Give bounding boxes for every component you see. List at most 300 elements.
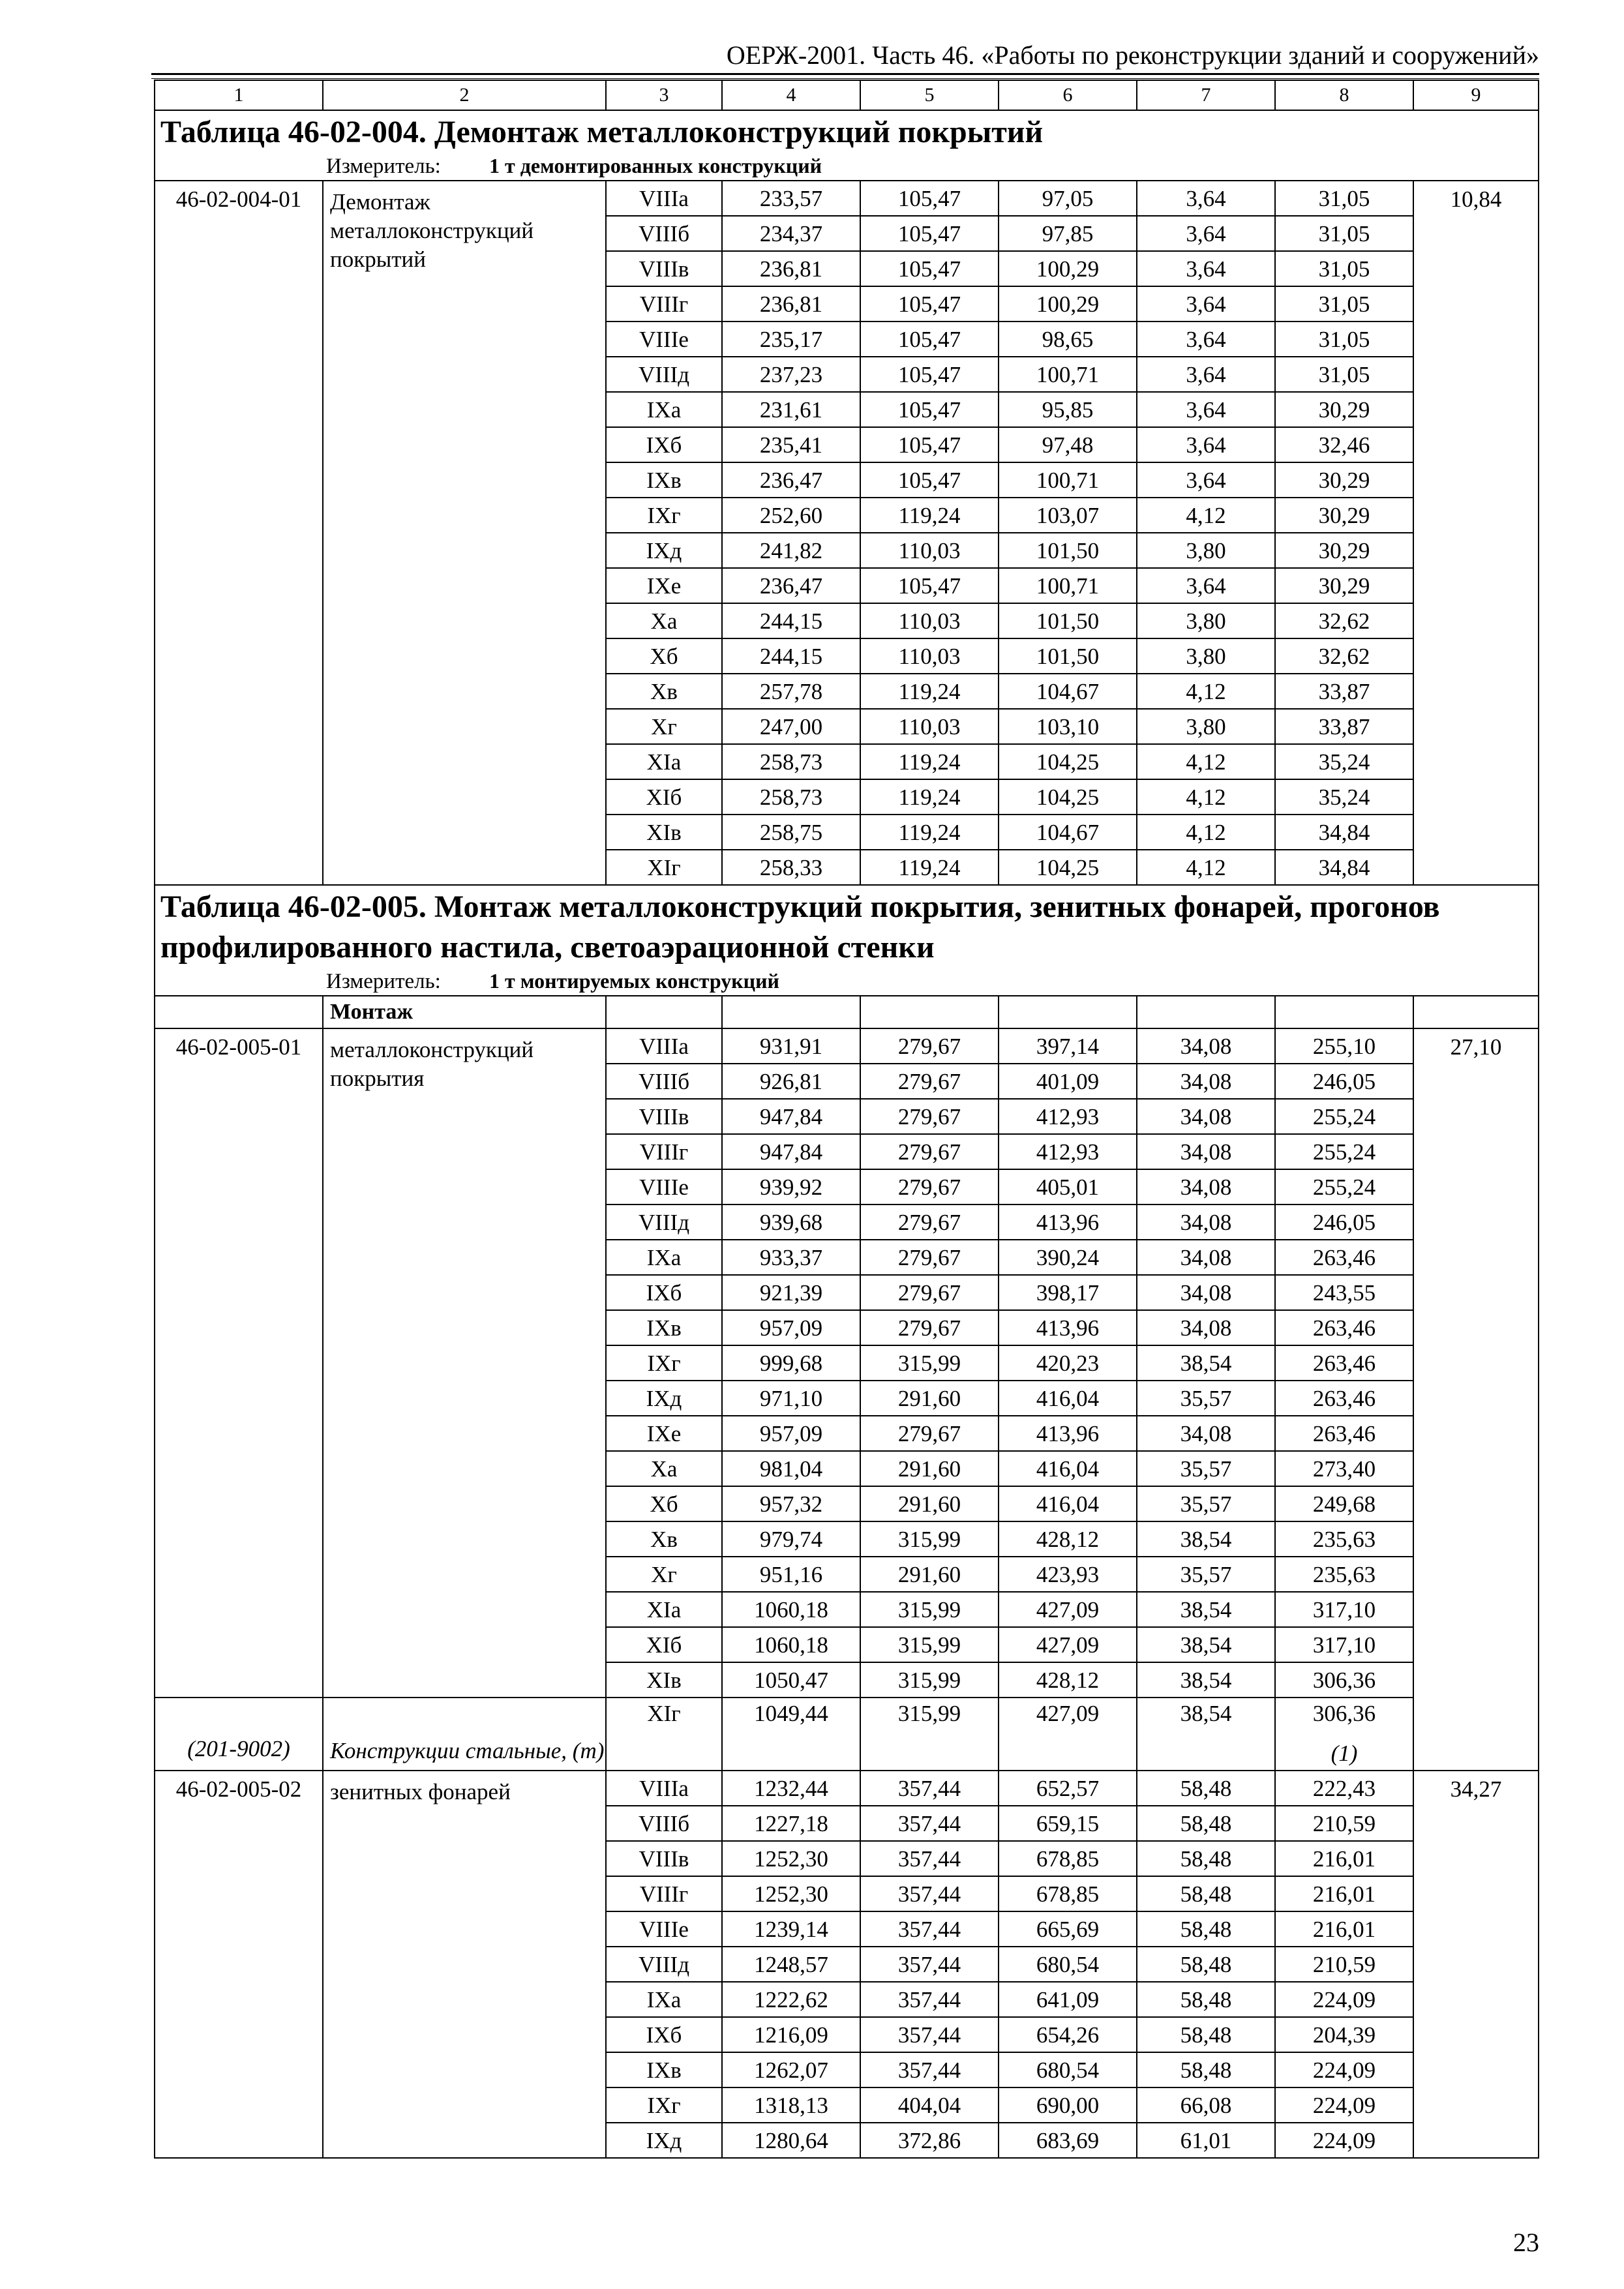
total-cost-cell: 931,91 (722, 1028, 860, 1064)
materials-cell: 235,63 (1275, 1521, 1413, 1557)
zone-cell: Xа (606, 603, 722, 638)
zone-cell: VIIIа (606, 1028, 722, 1064)
total-cost-cell: 933,37 (722, 1240, 860, 1275)
wages-cell: 105,47 (860, 251, 999, 286)
total-cost-cell: 244,15 (722, 638, 860, 674)
total-cost-cell: 244,15 (722, 603, 860, 638)
material-description-text: Конструкции стальные, (т) (330, 1738, 605, 1763)
section-blank (999, 996, 1137, 1028)
drivers-wages-cell: 4,12 (1137, 674, 1275, 709)
wages-cell: 279,67 (860, 1064, 999, 1099)
wages-cell: 279,67 (860, 1240, 999, 1275)
total-cost-cell: 236,47 (722, 462, 860, 498)
machines-cell: 678,85 (999, 1841, 1137, 1876)
zone-cell: IXд (606, 2123, 722, 2158)
machines-cell: 680,54 (999, 1947, 1137, 1982)
total-cost-cell: 1318,13 (722, 2087, 860, 2123)
zone-cell: IXв (606, 462, 722, 498)
machines-cell: 104,67 (999, 674, 1137, 709)
materials-cell: 30,29 (1275, 462, 1413, 498)
rate-description: Демонтаж металлоконструкций покрытий (323, 181, 606, 885)
machines-cell: 654,26 (999, 2017, 1137, 2052)
materials-cell: 273,40 (1275, 1451, 1413, 1486)
machines-cell: 97,48 (999, 427, 1137, 462)
total-cost-cell: 235,17 (722, 322, 860, 357)
machines-cell: 401,09 (999, 1064, 1137, 1099)
total-cost-cell: 234,37 (722, 216, 860, 251)
machines-cell: 390,24 (999, 1240, 1137, 1275)
meter-label: Измеритель: (326, 155, 441, 178)
section-blank (606, 996, 722, 1028)
total-cost-cell: 1248,57 (722, 1947, 860, 1982)
wages-cell: 110,03 (860, 533, 999, 568)
machines-cell: 397,14 (999, 1028, 1137, 1064)
material-code-text: (201-9002) (187, 1736, 290, 1761)
materials-cell: 224,09 (1275, 2087, 1413, 2123)
section-title: Монтаж (323, 996, 606, 1028)
drivers-wages-cell: 34,08 (1137, 1416, 1275, 1451)
column-number: 6 (999, 80, 1137, 110)
wages-cell: 315,99 (860, 1521, 999, 1557)
wages-cell: 119,24 (860, 850, 999, 885)
column-number: 3 (606, 80, 722, 110)
machines-cell: 428,12 (999, 1662, 1137, 1698)
materials-cell: 243,55 (1275, 1275, 1413, 1310)
materials-cell: 31,05 (1275, 357, 1413, 392)
machines-cell: 641,09 (999, 1982, 1137, 2017)
machines-cell: 683,69 (999, 2123, 1137, 2158)
zone-cell: VIIIб (606, 216, 722, 251)
materials-cell: 224,09 (1275, 1982, 1413, 2017)
drivers-wages-cell: 58,48 (1137, 2017, 1275, 2052)
wages-cell: 279,67 (860, 1169, 999, 1204)
wages-cell: 357,44 (860, 1947, 999, 1982)
wages-cell: 357,44 (860, 1982, 999, 2017)
zone-cell: VIIIе (606, 1169, 722, 1204)
drivers-wages-cell: 3,80 (1137, 603, 1275, 638)
materials-cell: 31,05 (1275, 216, 1413, 251)
materials-cell: 31,05 (1275, 322, 1413, 357)
total-cost-cell: 939,68 (722, 1204, 860, 1240)
column-number: 9 (1413, 80, 1539, 110)
wages-cell: 279,67 (860, 1275, 999, 1310)
machines-cell: 678,85 (999, 1876, 1137, 1911)
total-cost-cell: 258,75 (722, 815, 860, 850)
total-cost-cell: 939,92 (722, 1169, 860, 1204)
zone-cell: IXд (606, 1381, 722, 1416)
drivers-wages-cell: 3,64 (1137, 462, 1275, 498)
machines-cell: 427,09 (999, 1627, 1137, 1662)
machines-cell: 100,71 (999, 462, 1137, 498)
wages-cell: 404,04 (860, 2087, 999, 2123)
drivers-wages-cell: 58,48 (1137, 1806, 1275, 1841)
materials-cell: 235,63 (1275, 1557, 1413, 1592)
drivers-wages-cell: 38,54 (1137, 1345, 1275, 1381)
materials-cell: 224,09 (1275, 2123, 1413, 2158)
rate-description: металлоконструкций покрытия (323, 1028, 606, 1698)
zone-cell: Xг (606, 709, 722, 744)
machines-cell: 398,17 (999, 1275, 1137, 1310)
column-number: 2 (323, 80, 606, 110)
drivers-wages-cell: 3,80 (1137, 709, 1275, 744)
materials-cell: 216,01 (1275, 1876, 1413, 1911)
meter-row (155, 153, 1539, 181)
drivers-wages-cell: 35,57 (1137, 1486, 1275, 1521)
drivers-wages-cell: 3,64 (1137, 251, 1275, 286)
labor-cost-cell: 27,10 (1413, 1028, 1539, 1771)
wages-cell: 119,24 (860, 498, 999, 533)
total-cost-cell: 957,32 (722, 1486, 860, 1521)
zone-cell: VIIIе (606, 322, 722, 357)
machines-cell: 405,01 (999, 1169, 1137, 1204)
machines-cell (999, 1698, 1137, 1771)
zone-cell: Xв (606, 674, 722, 709)
drivers-wages-cell: 61,01 (1137, 2123, 1275, 2158)
machines-cell: 413,96 (999, 1416, 1137, 1451)
total-cost-cell: 957,09 (722, 1416, 860, 1451)
drivers-wages-cell: 3,80 (1137, 638, 1275, 674)
zone-cell: VIIIв (606, 251, 722, 286)
rate-row (155, 1771, 1539, 1806)
column-number: 8 (1275, 80, 1413, 110)
material-description (323, 1698, 606, 1771)
total-cost-cell: 252,60 (722, 498, 860, 533)
section-blank (155, 996, 323, 1028)
zone-cell: Xв (606, 1521, 722, 1557)
labor-cost-cell: 10,84 (1413, 181, 1539, 885)
section-row (155, 996, 1539, 1028)
drivers-wages-cell: 4,12 (1137, 498, 1275, 533)
section-blank (1137, 996, 1275, 1028)
rates-table (154, 80, 1539, 2159)
machines-cell: 428,12 (999, 1521, 1137, 1557)
materials-cell-value: 306,36 (1312, 1701, 1376, 1726)
zone-cell: XIа (606, 1592, 722, 1627)
machines-cell: 97,05 (999, 181, 1137, 216)
machines-cell: 104,67 (999, 815, 1137, 850)
zone-cell: XIа (606, 744, 722, 779)
zone-cell: IXв (606, 1310, 722, 1345)
materials-cell: 32,46 (1275, 427, 1413, 462)
meter-label: Измеритель: (326, 970, 441, 993)
total-cost-cell: 1060,18 (722, 1592, 860, 1627)
materials-cell: 224,09 (1275, 2052, 1413, 2087)
rate-code: 46-02-005-01 (155, 1028, 323, 1698)
total-cost-cell: 1050,47 (722, 1662, 860, 1698)
wages-cell: 105,47 (860, 427, 999, 462)
wages-cell: 105,47 (860, 462, 999, 498)
drivers-wages-cell: 3,80 (1137, 533, 1275, 568)
total-cost-cell: 999,68 (722, 1345, 860, 1381)
machines-cell: 103,10 (999, 709, 1137, 744)
total-cost-cell: 257,78 (722, 674, 860, 709)
drivers-wages-cell: 35,57 (1137, 1381, 1275, 1416)
rate-row (155, 181, 1539, 216)
machines-cell: 690,00 (999, 2087, 1137, 2123)
column-number: 1 (155, 80, 323, 110)
zone-cell: Xг (606, 1557, 722, 1592)
total-cost-cell: 1280,64 (722, 2123, 860, 2158)
zone-cell: XIб (606, 1627, 722, 1662)
total-cost-cell (722, 1698, 860, 1771)
zone-cell: VIIIд (606, 357, 722, 392)
materials-cell: 255,24 (1275, 1099, 1413, 1134)
wages-cell: 279,67 (860, 1099, 999, 1134)
drivers-wages-cell: 3,64 (1137, 181, 1275, 216)
zone-cell: IXб (606, 427, 722, 462)
materials-cell: 204,39 (1275, 2017, 1413, 2052)
wages-cell: 315,99 (860, 1345, 999, 1381)
total-cost-cell: 957,09 (722, 1310, 860, 1345)
materials-cell: 34,84 (1275, 815, 1413, 850)
total-cost-cell: 258,73 (722, 744, 860, 779)
wages-cell-value: 315,99 (897, 1701, 961, 1726)
wages-cell: 279,67 (860, 1134, 999, 1169)
wages-cell: 357,44 (860, 1806, 999, 1841)
machines-cell: 659,15 (999, 1806, 1137, 1841)
zone-cell: IXа (606, 1240, 722, 1275)
drivers-wages-cell: 3,64 (1137, 357, 1275, 392)
machines-cell: 413,96 (999, 1204, 1137, 1240)
drivers-wages-cell: 58,48 (1137, 1947, 1275, 1982)
wages-cell: 110,03 (860, 709, 999, 744)
total-cost-cell: 981,04 (722, 1451, 860, 1486)
wages-cell: 279,67 (860, 1028, 999, 1064)
total-cost-cell: 1252,30 (722, 1841, 860, 1876)
materials-cell: 32,62 (1275, 638, 1413, 674)
zone-cell: XIв (606, 1662, 722, 1698)
wages-cell: 357,44 (860, 1841, 999, 1876)
wages-cell: 357,44 (860, 1876, 999, 1911)
drivers-wages-cell: 34,08 (1137, 1310, 1275, 1345)
zone-cell: IXг (606, 1345, 722, 1381)
machines-cell: 100,29 (999, 286, 1137, 322)
drivers-wages-cell: 34,08 (1137, 1028, 1275, 1064)
total-cost-cell: 236,81 (722, 286, 860, 322)
materials-cell: 263,46 (1275, 1240, 1413, 1275)
materials-cell: 31,05 (1275, 286, 1413, 322)
column-number-row (155, 80, 1539, 110)
machines-cell: 101,50 (999, 638, 1137, 674)
total-cost-cell: 231,61 (722, 392, 860, 427)
total-cost-cell: 951,16 (722, 1557, 860, 1592)
total-cost-cell: 258,33 (722, 850, 860, 885)
wages-cell: 357,44 (860, 2052, 999, 2087)
zone-cell: Xа (606, 1451, 722, 1486)
machines-cell: 104,25 (999, 850, 1137, 885)
drivers-wages-cell: 34,08 (1137, 1275, 1275, 1310)
total-cost-cell: 1239,14 (722, 1911, 860, 1947)
wages-cell: 315,99 (860, 1627, 999, 1662)
drivers-wages-cell (1137, 1698, 1275, 1771)
zone-cell: VIIIг (606, 1876, 722, 1911)
wages-cell: 315,99 (860, 1662, 999, 1698)
materials-cell: 30,29 (1275, 533, 1413, 568)
column-number: 5 (860, 80, 999, 110)
total-cost-cell: 1227,18 (722, 1806, 860, 1841)
zone-cell: VIIIв (606, 1841, 722, 1876)
wages-cell: 279,67 (860, 1204, 999, 1240)
zone-cell: XIб (606, 779, 722, 815)
wages-cell: 279,67 (860, 1416, 999, 1451)
total-cost-cell: 241,82 (722, 533, 860, 568)
wages-cell: 119,24 (860, 744, 999, 779)
materials-cell: 30,29 (1275, 392, 1413, 427)
wages-cell: 291,60 (860, 1451, 999, 1486)
wages-cell: 105,47 (860, 392, 999, 427)
machines-cell: 101,50 (999, 603, 1137, 638)
meter-value: 1 т монтируемых конструкций (489, 969, 779, 993)
drivers-wages-cell: 3,64 (1137, 568, 1275, 603)
machines-cell: 104,25 (999, 779, 1137, 815)
zone-cell: IXг (606, 2087, 722, 2123)
wages-cell: 119,24 (860, 779, 999, 815)
wages-cell: 357,44 (860, 1771, 999, 1806)
section-blank (1275, 996, 1413, 1028)
meter (155, 153, 1539, 181)
drivers-wages-cell: 35,57 (1137, 1557, 1275, 1592)
zone-cell: VIIIв (606, 1099, 722, 1134)
zone-cell: IXв (606, 2052, 722, 2087)
materials-cell: 255,24 (1275, 1169, 1413, 1204)
section-blank (860, 996, 999, 1028)
drivers-wages-cell: 35,57 (1137, 1451, 1275, 1486)
wages-cell: 119,24 (860, 815, 999, 850)
materials-cell: 210,59 (1275, 1806, 1413, 1841)
materials-cell: 222,43 (1275, 1771, 1413, 1806)
total-cost-cell: 947,84 (722, 1099, 860, 1134)
wages-cell: 105,47 (860, 286, 999, 322)
drivers-wages-cell: 38,54 (1137, 1627, 1275, 1662)
machines-cell: 680,54 (999, 2052, 1137, 2087)
material-quantity: (1) (1331, 1741, 1358, 1766)
wages-cell: 105,47 (860, 181, 999, 216)
drivers-wages-cell: 4,12 (1137, 815, 1275, 850)
materials-cell: 35,24 (1275, 744, 1413, 779)
section-blank (722, 996, 860, 1028)
drivers-wages-cell: 34,08 (1137, 1204, 1275, 1240)
materials-cell: 255,10 (1275, 1028, 1413, 1064)
wages-cell: 110,03 (860, 638, 999, 674)
wages-cell: 105,47 (860, 322, 999, 357)
wages-cell: 105,47 (860, 357, 999, 392)
zone-cell: VIIIб (606, 1064, 722, 1099)
machines-cell: 420,23 (999, 1345, 1137, 1381)
drivers-wages-cell: 4,12 (1137, 779, 1275, 815)
materials-cell: 317,10 (1275, 1592, 1413, 1627)
drivers-wages-cell: 34,08 (1137, 1064, 1275, 1099)
machines-cell: 101,50 (999, 533, 1137, 568)
materials-cell: 210,59 (1275, 1947, 1413, 1982)
rate-row (155, 1028, 1539, 1064)
materials-cell: 30,29 (1275, 498, 1413, 533)
wages-cell: 110,03 (860, 603, 999, 638)
materials-cell: 249,68 (1275, 1486, 1413, 1521)
zone-cell: VIIIг (606, 1134, 722, 1169)
machines-cell: 416,04 (999, 1451, 1137, 1486)
wages-cell: 105,47 (860, 568, 999, 603)
zone-cell: IXд (606, 533, 722, 568)
table-title-row (155, 885, 1539, 968)
table-title-row (155, 110, 1539, 153)
zone-cell: IXа (606, 1982, 722, 2017)
total-cost-cell: 258,73 (722, 779, 860, 815)
zone-cell (606, 1698, 722, 1771)
wages-cell: 279,67 (860, 1310, 999, 1345)
page-number: 23 (1513, 2228, 1539, 2257)
meter (155, 968, 1539, 996)
materials-cell: 216,01 (1275, 1911, 1413, 1947)
machines-cell: 423,93 (999, 1557, 1137, 1592)
total-cost-cell: 236,47 (722, 568, 860, 603)
machines-cell: 416,04 (999, 1381, 1137, 1416)
zone-cell: VIIIд (606, 1947, 722, 1982)
drivers-wages-cell: 58,48 (1137, 1841, 1275, 1876)
total-cost-cell: 247,00 (722, 709, 860, 744)
meter-value: 1 т демонтированных конструкций (489, 154, 822, 177)
zone-cell: Xб (606, 1486, 722, 1521)
drivers-wages-cell: 38,54 (1137, 1592, 1275, 1627)
machines-cell: 97,85 (999, 216, 1137, 251)
total-cost-cell: 1060,18 (722, 1627, 860, 1662)
materials-cell: 263,46 (1275, 1345, 1413, 1381)
materials-cell: 33,87 (1275, 674, 1413, 709)
drivers-wages-cell: 34,08 (1137, 1099, 1275, 1134)
column-number: 4 (722, 80, 860, 110)
zone-cell: IXе (606, 568, 722, 603)
machines-cell: 413,96 (999, 1310, 1137, 1345)
machines-cell: 427,09 (999, 1592, 1137, 1627)
wages-cell: 291,60 (860, 1381, 999, 1416)
drivers-wages-cell: 38,54 (1137, 1521, 1275, 1557)
materials-cell: 216,01 (1275, 1841, 1413, 1876)
wages-cell: 291,60 (860, 1557, 999, 1592)
rate-description: зенитных фонарей (323, 1771, 606, 2158)
meter-row (155, 968, 1539, 996)
zone-cell: VIIIб (606, 1806, 722, 1841)
drivers-wages-cell: 34,08 (1137, 1169, 1275, 1204)
wages-cell: 357,44 (860, 2017, 999, 2052)
table-title: Таблица 46-02-005. Монтаж металлоконструкций покрытия, зенитных фонарей, прогонов профилированного настила, светоаэрационной стенки (155, 885, 1539, 968)
drivers-wages-cell: 4,12 (1137, 850, 1275, 885)
total-cost-cell: 979,74 (722, 1521, 860, 1557)
materials-cell: 246,05 (1275, 1204, 1413, 1240)
drivers-wages-cell: 3,64 (1137, 322, 1275, 357)
labor-cost-cell: 34,27 (1413, 1771, 1539, 2158)
drivers-wages-cell: 58,48 (1137, 1911, 1275, 1947)
wages-cell: 357,44 (860, 1911, 999, 1947)
materials-cell (1275, 1698, 1413, 1771)
machines-cell: 100,29 (999, 251, 1137, 286)
drivers-wages-cell: 3,64 (1137, 216, 1275, 251)
zone-cell: XIг (606, 850, 722, 885)
wages-cell: 105,47 (860, 216, 999, 251)
zone-cell-value: XIг (647, 1701, 681, 1726)
section-blank (1413, 996, 1539, 1028)
materials-cell: 246,05 (1275, 1064, 1413, 1099)
machines-cell: 665,69 (999, 1911, 1137, 1947)
materials-cell: 34,84 (1275, 850, 1413, 885)
total-cost-cell: 1222,62 (722, 1982, 860, 2017)
drivers-wages-cell: 58,48 (1137, 1876, 1275, 1911)
machines-cell: 95,85 (999, 392, 1137, 427)
wages-cell: 372,86 (860, 2123, 999, 2158)
drivers-wages-cell: 3,64 (1137, 427, 1275, 462)
total-cost-cell: 237,23 (722, 357, 860, 392)
drivers-wages-cell: 38,54 (1137, 1662, 1275, 1698)
drivers-wages-cell: 3,64 (1137, 286, 1275, 322)
materials-cell: 31,05 (1275, 181, 1413, 216)
